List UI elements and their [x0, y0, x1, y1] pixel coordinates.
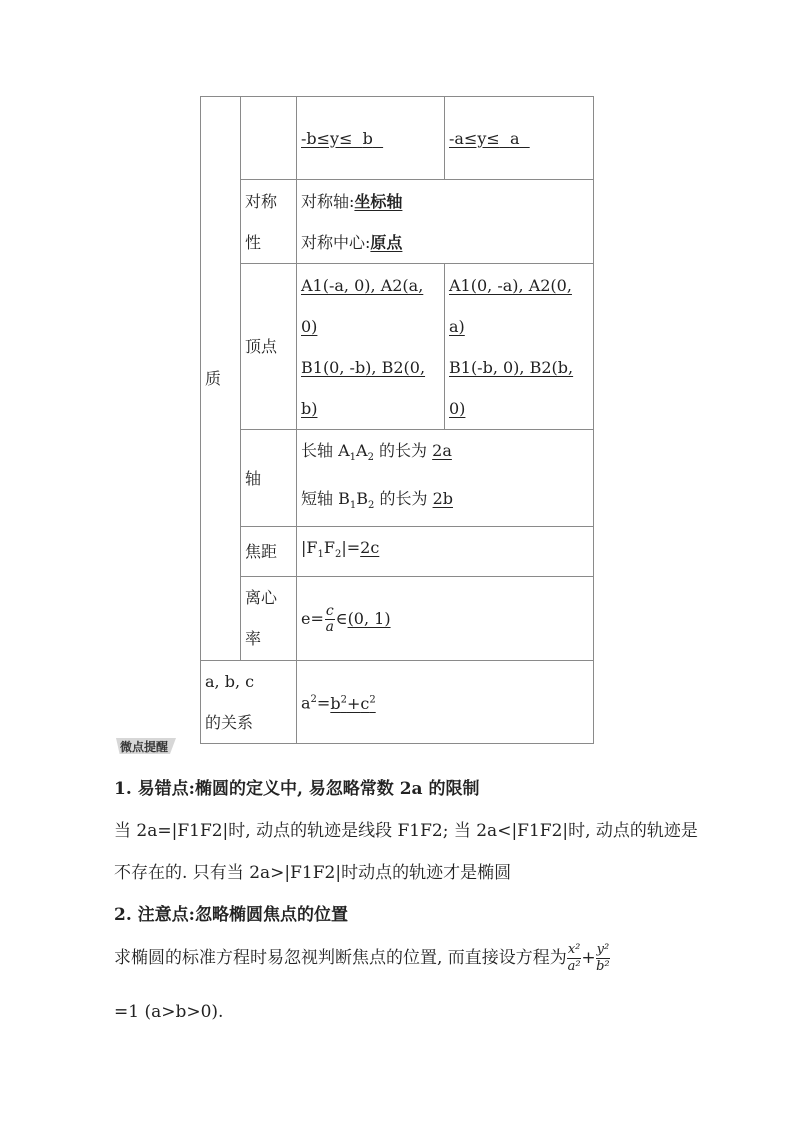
symmetry-value: 对称轴:坐标轴 对称中心:原点: [297, 180, 594, 264]
vertical-y-range: -a≤y≤ a: [445, 97, 594, 180]
vertical-vertices: A1(0, -a), A2(0, a) B1(-b, 0), B2(b, 0): [445, 264, 594, 430]
horizontal-vertices: A1(-a, 0), A2(a, 0) B1(0, -b), B2(0, b): [297, 264, 445, 430]
focal-value: $|F_1F_2|=2c$: [297, 527, 594, 576]
property-group-label: 质: [201, 97, 241, 661]
vertices-label: 顶点: [241, 264, 297, 430]
point-1-line-1: 当 2a=|F1F2|时, 动点的轨迹是线段 F1F2; 当 2a<|F1F2|时, 动点的轨迹是: [114, 821, 698, 841]
point-2-heading: 2. 注意点:忽略椭圆焦点的位置: [114, 905, 348, 925]
relation-label: a, b, c 的关系: [201, 660, 297, 743]
eccentricity-value: e= $\frac{c}{a}$ ∈(0, 1): [297, 576, 594, 660]
point-2-line-1: 求椭圆的标准方程时易忽视判断焦点的位置, 而直接设方程为 $\frac{\text{x²}}{\text{a²}}+$ $\frac{\text{y²}}{\text{b²}}$: [114, 942, 610, 974]
y2-over-b2-fraction: $\frac{\text{y²}}{\text{b²}}$: [596, 942, 610, 974]
point-1-heading: 1. 易错点:椭圆的定义中, 易忽略常数 2a 的限制: [114, 779, 480, 799]
point-1-line-2: 不存在的. 只有当 2a>|F1F2|时动点的轨迹才是椭圆: [114, 863, 512, 883]
eccentricity-label: 离心 率: [241, 576, 297, 660]
x2-over-a2-fraction: $\frac{\text{x²}}{\text{a²}}$: [567, 942, 581, 974]
symmetry-label: 对称 性: [241, 180, 297, 264]
point-2-line-2: =1 (a>b>0).: [114, 1002, 224, 1022]
tip-badge: 微点提醒: [116, 736, 176, 756]
relation-value: $a^2=b^2+c^2$: [297, 660, 594, 743]
horizontal-y-range: -b≤y≤ b: [297, 97, 445, 180]
axes-value: 长轴 $A_1A_2$ 的长为 2a 短轴 $B_1B_2$ 的长为 2b: [297, 430, 594, 527]
focal-label: 焦距: [241, 527, 297, 576]
axes-label: 轴: [241, 430, 297, 527]
ellipse-properties-table: [200, 96, 594, 744]
c-over-a-fraction: $\frac{c}{a}$: [325, 602, 334, 635]
empty-cell: [241, 97, 297, 180]
